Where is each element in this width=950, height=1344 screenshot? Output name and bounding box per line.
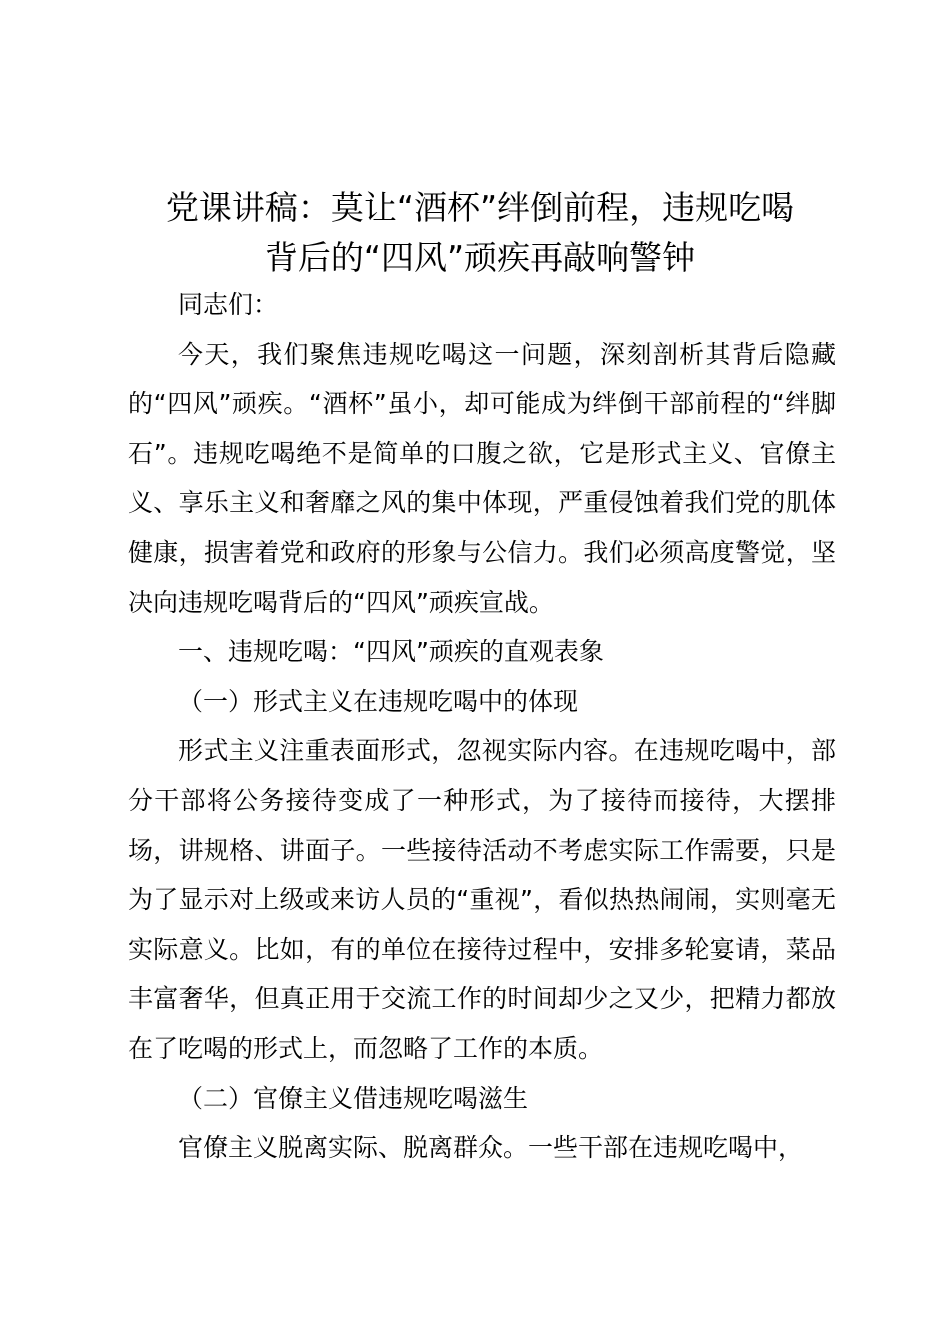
subsection-heading: （二）官僚主义借违规吃喝滋生 <box>178 1083 529 1113</box>
body-paragraph: 形式主义注重表面形式，忽视实际内容。在违规吃喝中，部分干部将公务接待变成了一种形式，为了接待而接待，大摆排场，讲规格、讲面子。一些接待活动不考虑实际工作需要，只是为了显示对上级或来访人员的“重视”，看似热热闹闹，实则毫无实际意义。比如，有的单位在接待过程中，安排多轮宴请，菜品丰富奢华，但真正用于交流工作的时间却少之又少，把精力都放在了吃喝的形式上，而忽略了工作的本质。 <box>128 736 836 1063</box>
subsection-heading: （一）形式主义在违规吃喝中的体现 <box>178 686 579 716</box>
body-paragraph: 官僚主义脱离实际、脱离群众。一些干部在违规吃喝中， <box>178 1133 804 1163</box>
document-title <box>100 183 860 283</box>
document-body <box>128 280 836 1173</box>
salutation: 同志们： <box>178 290 279 319</box>
section-heading: 一、违规吃喝：“四风”顽疾的直观表象 <box>178 637 604 667</box>
body-paragraph: 今天，我们聚焦违规吃喝这一问题，深刻剖析其背后隐藏的“四风”顽疾。“酒杯”虽小，却可能成为绊倒干部前程的“绊脚石”。违规吃喝绝不是简单的口腹之欲，它是形式主义、官僚主义、享乐主义和奢靡之风的集中体现，严重侵蚀着我们党的肌体健康，损害着党和政府的形象与公信力。我们必须高度警觉，坚决向违规吃喝背后的“四风”顽疾宣战。 <box>128 339 836 617</box>
title-line-2: 背后的“四风”顽疾再敲响警钟 <box>264 238 696 277</box>
title-line-1: 党课讲稿：莫让“酒杯”绊倒前程，违规吃喝 <box>165 188 795 227</box>
